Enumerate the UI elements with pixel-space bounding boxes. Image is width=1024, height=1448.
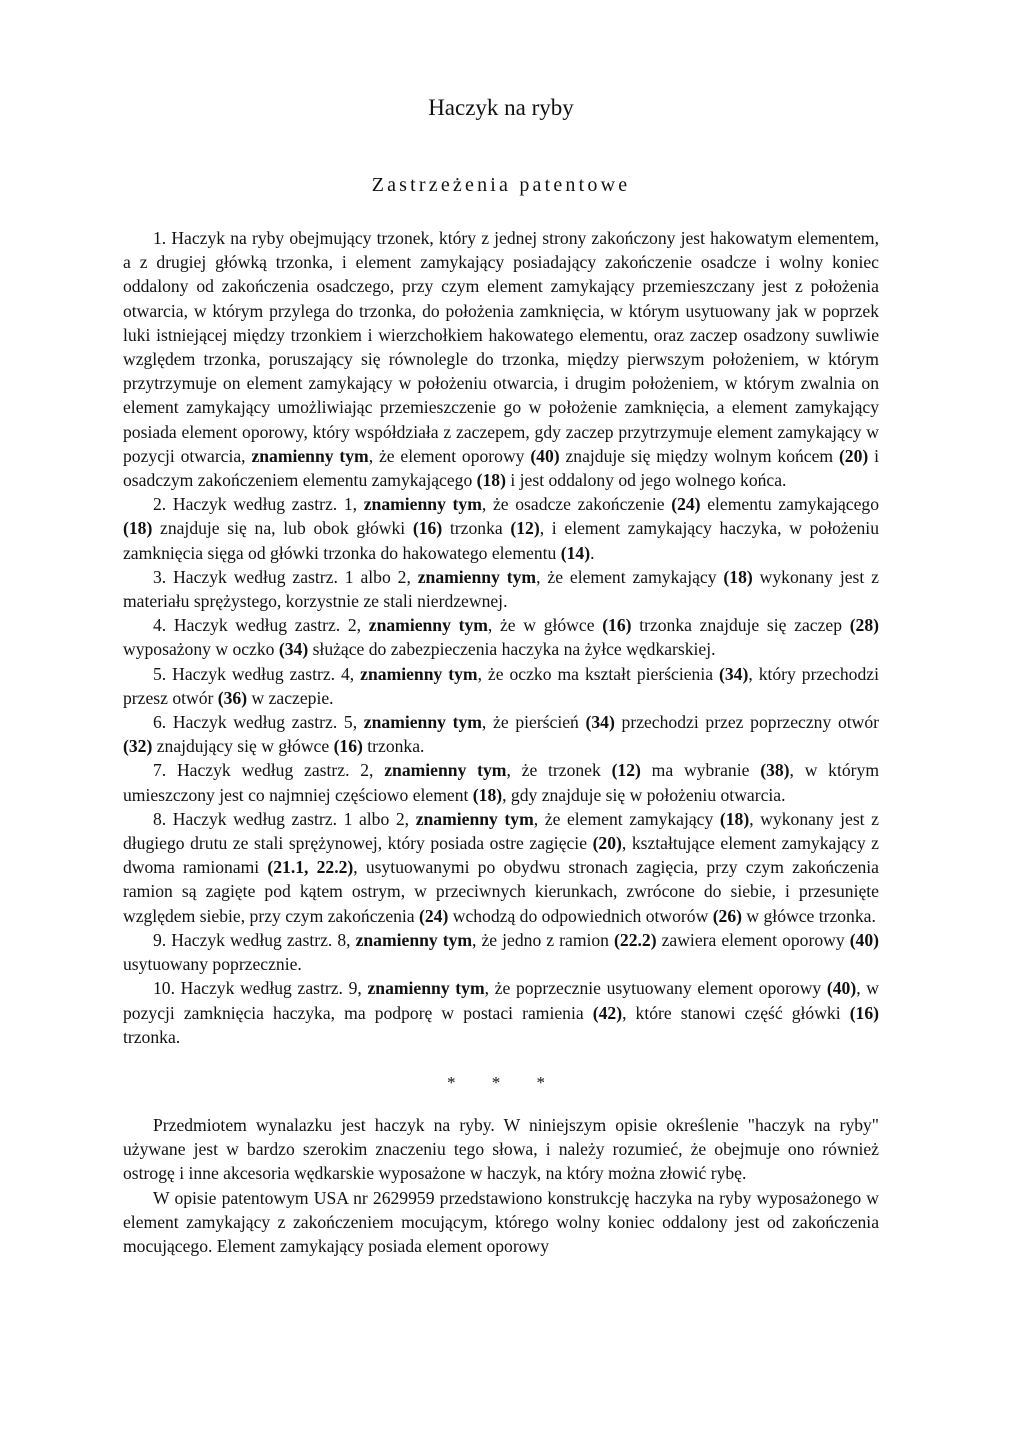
claim-text: i osadczym zakończeniem elementu zamykającego [123,445,879,491]
claim-bold-text: (16) [849,1002,879,1023]
claim-bold-text: (18) [472,784,503,805]
claim-text: usytuowany poprzecznie. [123,954,302,975]
claim-bold-text: (34) [719,663,749,684]
claim-bold-text: znamienny tym [360,663,478,684]
claim-text: wyposażony w oczko [123,639,279,660]
claim-6 [123,710,879,758]
claim-text: 7. Haczyk według zastrz. 2, [153,760,385,781]
claim-text: ma wybranie [640,760,761,781]
claim-text: , kształtujące element zamykający z dwoma ramionami [123,833,879,878]
claim-bold-text: znamienny tym [368,615,488,636]
claim-text: 9. Haczyk według zastrz. 8, [153,929,356,950]
claim-text: 4. Haczyk według zastrz. 2, [153,615,369,636]
claim-text: znajduje się między wolnym końcem [559,445,839,466]
claim-text: , że element zamykający [533,808,720,829]
claim-10 [123,976,879,1049]
claim-text: wykonany jest z materiału sprężystego, korzystnie ze stali nierdzewnej. [123,566,879,612]
claim-bold-text: znamienny tym [363,712,482,733]
claim-bold-text: znamienny tym [367,978,485,999]
claim-text: , i element zamykający haczyka, w położeniu zamknięcia sięga od główki trzonka do hakowatego elementu [123,518,879,563]
claim-text: , w pozycji zamknięcia haczyka, ma podporę w postaci ramienia [123,978,879,1023]
claim-text: , że element oporowy [368,445,531,466]
claim-bold-text: (24) [419,905,449,926]
claim-bold-text: (36) [217,687,248,708]
claim-text: znajduje się na, lub obok główki [152,518,413,539]
claim-text: 8. Haczyk według zastrz. 1 albo 2, [153,808,416,829]
claim-bold-text: (34) [278,639,309,660]
claim-text: , że element zamykający [536,566,724,587]
claim-9 [123,928,879,976]
claim-text: 6. Haczyk według zastrz. 5, [153,712,364,733]
claim-text: , który przechodzi przesz otwór [123,663,879,708]
claim-text: elementu zamykającego [700,494,879,515]
section-separator: * * * [447,1073,555,1092]
claim-bold-text: znamienny tym [384,760,507,781]
claim-text: , które stanowi część główki [622,1002,850,1023]
claim-text: trzonka. [362,736,425,757]
claim-text: 1. Haczyk na ryby obejmujący trzonek, który z jednej strony zakończony jest hakowatym elementem, a z drugiej główką trzonka, i element zamykający posiadający zakończenie osadcze i wolny koniec oddalony od zakończenia osadczego, przy czym element zamykający przemieszczany jest z położenia otwarcia, w którym przylega do trzonka, do położenia zamknięcia, w którym usytuowany jak w poprzek luki istniejącej między trzonkiem i wierzchołkiem hakowatego elementu, oraz zaczep osadzony suwliwie względem trzonka, poruszający się równolegle do trzonka, między pierwszym położeniem, w którym przytrzymuje on element zamykający w położeniu otwarcia, i drugim położeniem, w którym zwalnia on element zamykający umożliwiając przemieszczenie go w położenie zamknięcia, a element zamykający posiada element oporowy, który współdziała z zaczepem, gdy zaczep przytrzymuje element zamykający w pozycji otwarcia, [123,228,879,466]
document-title: Haczyk na ryby [428,95,574,120]
claim-text: wchodzą do odpowiednich otworów [448,905,713,926]
claim-text: , że poprzecznie usytuowany element oporowy [484,978,827,999]
claim-bold-text: (16) [333,736,363,757]
claim-1 [123,226,879,492]
claim-bold-text: (12) [611,760,641,781]
claim-text: znajdujący się w główce [152,736,334,757]
claim-bold-text: znamienny tym [415,808,534,829]
claim-bold-text: (42) [592,1002,623,1023]
claim-7 [123,758,879,806]
claim-text: , że oczko ma kształt pierścienia [477,663,720,684]
claim-bold-text: (22.2) [614,929,657,950]
claim-text: w główce trzonka. [742,905,876,926]
claim-text: 10. Haczyk według zastrz. 9, [153,978,368,999]
claim-text: i jest oddalony od jego wolnego końca. [505,470,787,491]
claim-bold-text: (34) [585,712,615,733]
claim-text: , że trzonek [506,760,612,781]
claim-bold-text: znamienny tym [363,494,482,515]
claim-3 [123,565,879,613]
claim-bold-text: (40) [826,978,857,999]
claim-text: , że osadcze zakończenie [481,494,672,515]
claim-bold-text: (24) [671,494,701,515]
claim-bold-text: znamienny tym [417,566,537,587]
claim-bold-text: (32) [123,736,153,757]
claim-text: , gdy znajduje się w położeniu otwarcia. [502,784,786,805]
claim-bold-text: (18) [476,470,506,491]
claim-bold-text: znamienny tym [251,445,369,466]
claim-bold-text: (28) [849,615,880,636]
claim-text: . [590,542,595,563]
claim-text: trzonka. [123,1026,181,1047]
claim-text: , w którym umieszczony jest co najmniej częściowo element [123,760,880,805]
claim-text: trzonka [442,518,511,539]
claim-bold-text: (38) [760,760,790,781]
claim-5 [123,662,879,710]
section-heading: Zastrzeżenia patentowe [371,174,631,196]
claim-text: 2. Haczyk według zastrz. 1, [153,494,364,515]
claim-text: , usytuowanymi po obydwu stronach zagięcia, przy czym zakończenia ramion są zagięte pod kątem ostrym, w przeciwnych kierunkach, zwrócone do siebie, i przesunięte względem siebie, przy czym zakończenia [123,857,879,926]
claim-text: , że pierścień [481,712,586,733]
description-paragraph: Przedmiotem wynalazku jest haczyk na ryby. W niniejszym opisie określenie "haczyk na ryby" używane jest w bardzo szerokim znaczeniu tego słowa, i należy rozumieć, że obejmuje ono również ostrogę i inne akcesoria wędkarskie wyposażone w haczyk, na który można złowić rybę. [123,1115,879,1184]
claim-text: , że jedno z ramion [472,929,615,950]
claim-4 [123,613,879,661]
claim-text: 5. Haczyk według zastrz. 4, [153,663,361,684]
description-paragraph: W opisie patentowym USA nr 2629959 przedstawiono konstrukcję haczyka na ryby wyposażonego w element zamykający z zakończeniem mocującym, którego wolny koniec oddalony jest od zakończenia mocującego. Element zamykający posiada element oporowy [123,1187,879,1257]
claims-list [123,226,879,1049]
claim-text: służące do zabezpieczenia haczyka na żyłce wędkarskiej. [308,639,716,660]
claim-text: zawiera element oporowy [656,929,850,950]
claim-text: , wykonany jest z długiego drutu ze stali sprężynowej, który posiada ostre zagięcie [123,808,879,854]
claim-bold-text: (18) [723,566,753,587]
claim-8 [123,807,879,928]
claim-bold-text: (14) [560,542,591,563]
description-section [123,1113,879,1258]
claim-bold-text: (18) [719,808,750,829]
claim-text: przechodzi przez poprzeczny otwór [614,712,879,733]
claim-bold-text: (20) [838,445,869,466]
claim-bold-text: (21.1, 22.2) [267,857,354,878]
claim-text: w zaczepie. [247,687,334,708]
claim-bold-text: (40) [849,929,879,950]
claim-bold-text: (20) [592,833,622,854]
claim-bold-text: (12) [510,518,540,539]
claim-bold-text: (40) [530,445,560,466]
claim-text: trzonka znajduje się zaczep [631,615,850,636]
claim-bold-text: (16) [602,615,632,636]
claim-bold-text: (16) [412,518,443,539]
claim-2 [123,492,879,565]
claim-bold-text: znamienny tym [355,929,473,950]
claim-text: , że w główce [487,615,603,636]
claim-text: 3. Haczyk według zastrz. 1 albo 2, [153,566,418,587]
claim-bold-text: (26) [712,905,742,926]
claim-bold-text: (18) [123,518,153,539]
